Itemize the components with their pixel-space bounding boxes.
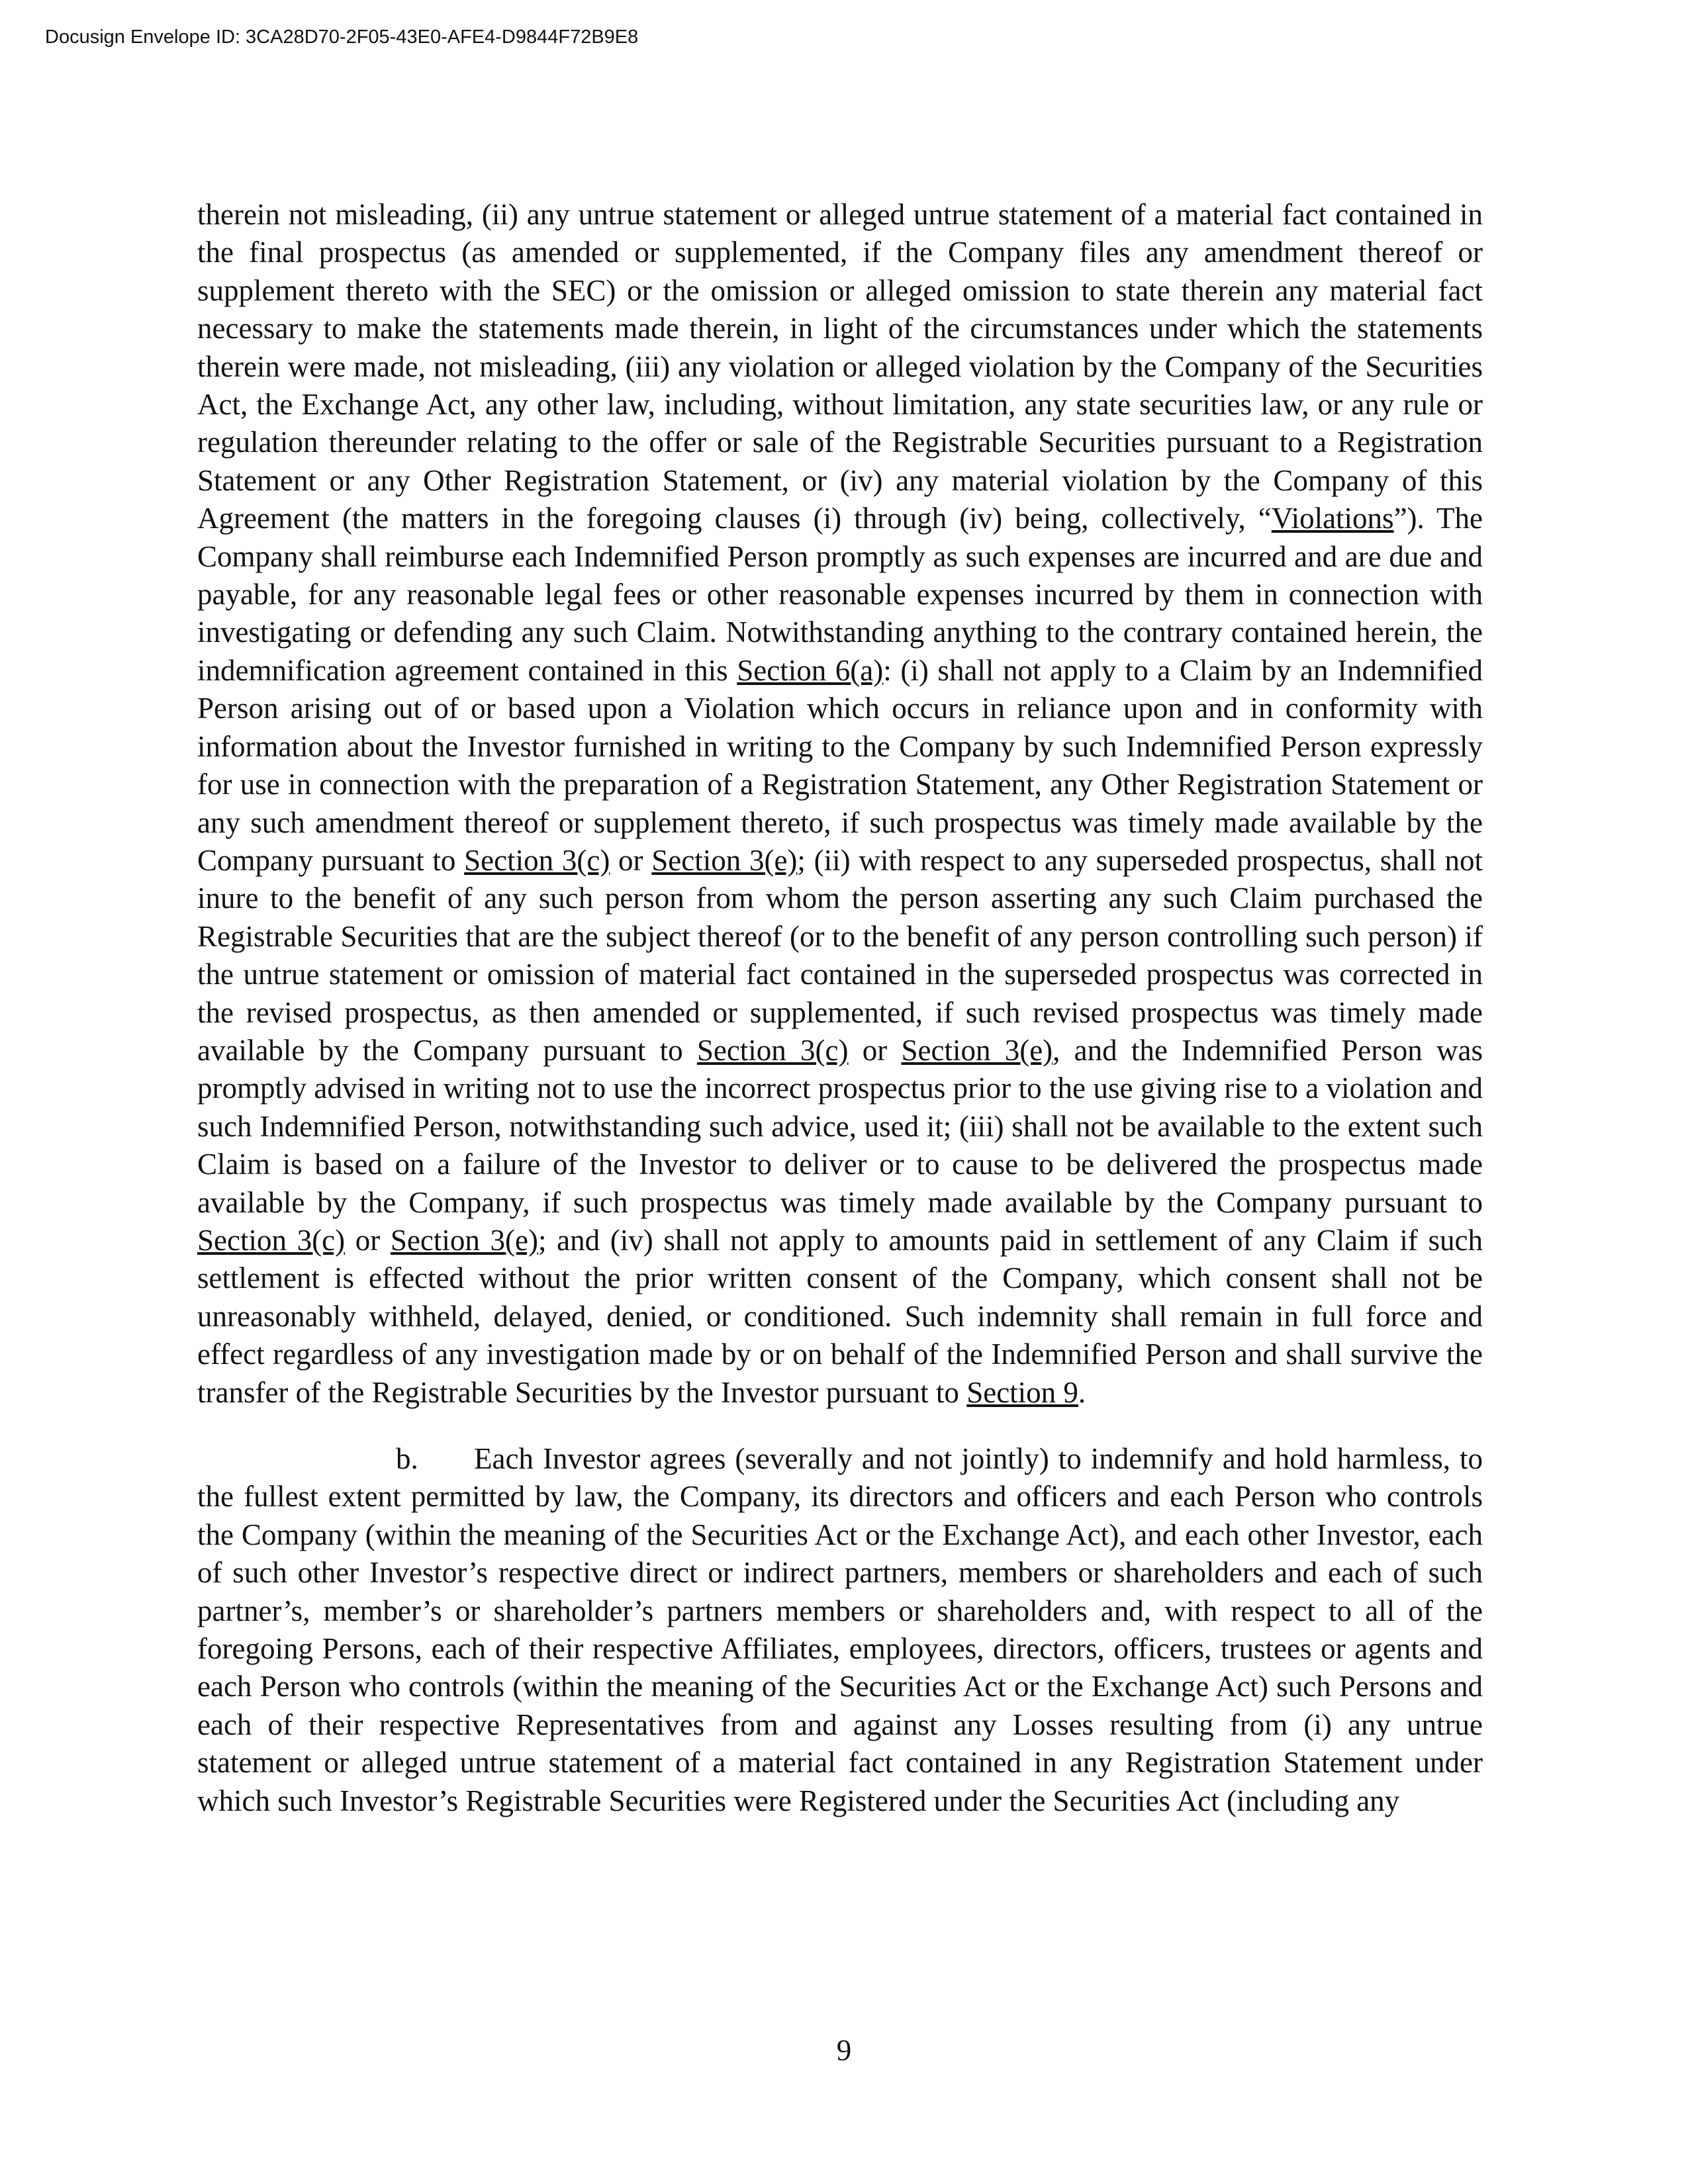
section-ref-3c: Section 3(c)	[464, 843, 610, 877]
paragraph-a-text: therein not misleading, (ii) any untrue statement or alleged untrue statement of a material fact contained in the final prospectus (as amended or supplemented, if the Company files any amendment thereof or supplement thereto with the SEC) or the omission or alleged omission to state therein any material fact necessary to make the statements made therein, in light of the circumstances under which the statements therein were made, not misleading, (iii) any violation or alleged violation by the Company of the Securities Act, the Exchange Act, any other law, including, without limitation, any state securities law, or any rule or regulation thereunder relating to the offer or sale of the Registrable Securities pursuant to a Registration Statement or any Other Registration Statement, or (iv) any material violation by the Company of this Agreement (the matters in the foregoing clauses (i) through (iv) being, collectively, “	[197, 198, 1483, 535]
paragraph-a-text: , and the Indemnified Person was promptly advised in writing not to use the incorrect prospectus prior to the use giving rise to a violation and such Indemnified Person, notwithstanding such advice, used it; (iii) shall not be available to the extent such Claim is based on a failure of the Investor to deliver or to cause to be delivered the prospectus made available by the Company, if such prospectus was timely made available by the Company pursuant to	[197, 1033, 1483, 1219]
paragraph-a-text: or	[345, 1223, 391, 1257]
envelope-id: Docusign Envelope ID: 3CA28D70-2F05-43E0-AFE4-D9844F72B9E8	[45, 26, 639, 48]
section-ref-3e: Section 3(e)	[390, 1223, 538, 1257]
paragraph-a-text: ; and (iv) shall not apply to amounts paid in settlement of any Claim if such settlement is effected without the prior written consent of the Company, which consent shall not be unreasonably withheld, delayed, denied, or conditioned. Such indemnity shall remain in full force and effect regardless of any investigation made by or on behalf of the Indemnified Person and shall survive the transfer of the Registrable Securities by the Investor pursuant to	[197, 1223, 1483, 1409]
paragraph-a-text: ”). The Company shall reimburse each Indemnified Person promptly as such expenses are incurred and are due and payable, for any reasonable legal fees or other reasonable expenses incurred by them in connection with investigating or defending any such Claim. Notwithstanding anything to the contrary contained herein, the indemnification agreement contained in this	[197, 502, 1483, 687]
paragraph-a	[197, 196, 1483, 1412]
paragraph-a-text: or	[848, 1033, 902, 1067]
paragraph-a-text: or	[610, 843, 652, 877]
document-body	[197, 196, 1483, 1820]
section-ref-3c: Section 3(c)	[197, 1223, 346, 1257]
paragraph-a-text: : (i) shall not apply to a Claim by an Indemnified Person arising out of or based upon a Violation which occurs in reliance upon and in conformity with information about the Investor furnished in writing to the Company by such Indemnified Person expressly for use in connection with the preparation of a Registration Statement, any Other Registration Statement or any such amendment thereof or supplement thereto, if such prospectus was timely made available by the Company pursuant to	[197, 653, 1483, 877]
paragraph-b	[197, 1440, 1483, 1820]
paragraph-b-marker: b.	[396, 1442, 418, 1475]
page-number: 9	[836, 2034, 852, 2067]
paragraph-a-text: ; (ii) with respect to any superseded prospectus, shall not inure to the benefit of any such person from whom the person asserting any such Claim purchased the Registrable Securities that are the subject thereof (or to the benefit of any person controlling such person) if the untrue statement or omission of material fact contained in the superseded prospectus was corrected in the revised prospectus, as then amended or supplemented, if such revised prospectus was timely made available by the Company pursuant to	[197, 843, 1483, 1067]
paragraph-b-text: Each Investor agrees (severally and not jointly) to indemnify and hold harmless, to the fullest extent permitted by law, the Company, its directors and officers and each Person who controls the Company (within the meaning of the Securities Act or the Exchange Act), and each other Investor, each of such other Investor’s respective direct or indirect partners, members or shareholders and each of such partner’s, member’s or shareholder’s partners members or shareholders and, with respect to all of the foregoing Persons, each of their respective Affiliates, employees, directors, officers, trustees or agents and each Person who controls (within the meaning of the Securities Act or the Exchange Act) such Persons and each of their respective Representatives from and against any Losses resulting from (i) any untrue statement or alleged untrue statement of a material fact contained in any Registration Statement under which such Investor’s Registrable Securities were Registered under the Securities Act (including any	[197, 1442, 1483, 1817]
section-ref-3c: Section 3(c)	[696, 1033, 849, 1067]
section-ref-3e: Section 3(e)	[651, 843, 798, 877]
paragraph-a-text: .	[1078, 1375, 1086, 1409]
section-ref-6a: Section 6(a)	[737, 653, 884, 687]
defined-term-violations: Violations	[1271, 502, 1394, 535]
section-ref-3e: Section 3(e)	[901, 1033, 1053, 1067]
section-ref-9: Section 9	[966, 1375, 1078, 1409]
